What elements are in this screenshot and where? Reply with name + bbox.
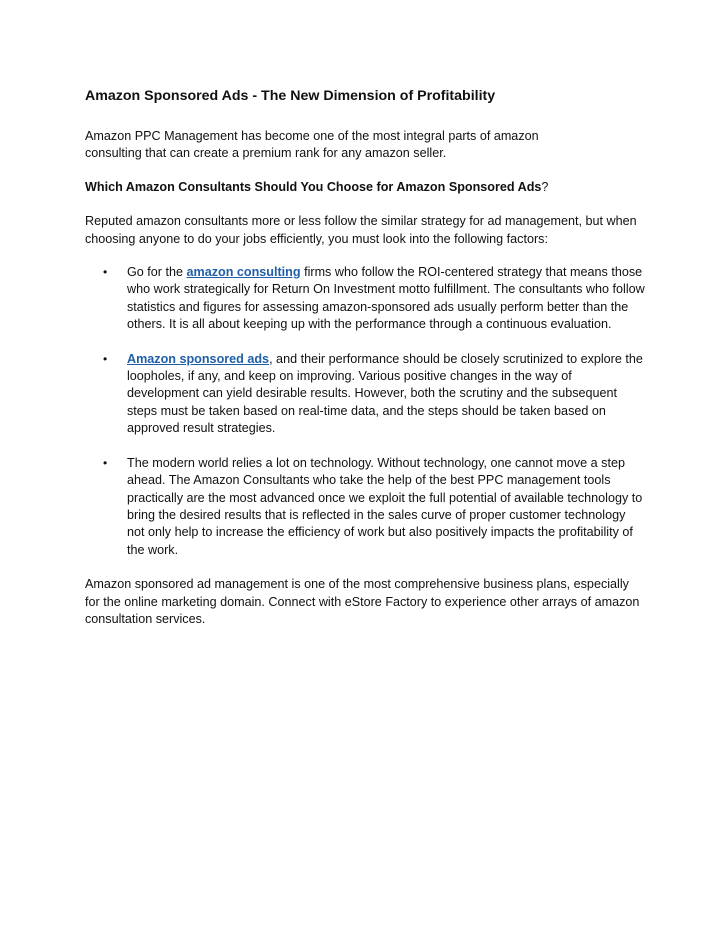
page-title: Amazon Sponsored Ads - The New Dimension of Profitability <box>85 88 496 104</box>
list-item <box>85 351 645 438</box>
list-item <box>85 264 645 334</box>
list-item-text-before: Go for the <box>127 265 187 280</box>
lead-paragraph: Reputed amazon consultants more or less follow the similar strategy for ad management, but when choosing anyone to do your jobs efficiently, you must look into the following factors: <box>85 214 637 246</box>
closing-paragraph: Amazon sponsored ad management is one of the most comprehensive business plans, especially for the online marketing domain. Connect with eStore Factory to experience other arrays of amazon consultation services. <box>85 577 640 626</box>
section-subheading <box>85 179 645 196</box>
intro-line-1: Amazon PPC Management has become one of the most integral parts of amazon <box>85 129 539 143</box>
amazon-sponsored-ads-link[interactable]: Amazon sponsored ads <box>127 351 270 366</box>
bullet-icon: • <box>103 265 108 280</box>
bullet-icon: • <box>103 351 108 366</box>
subheading-text: Which Amazon Consultants Should You Choose for Amazon Sponsored Ads <box>85 179 542 194</box>
amazon-consulting-link[interactable]: amazon consulting <box>186 265 301 280</box>
document-body <box>85 86 645 644</box>
list-item-text-after: , and their performance should be closely scrutinized to explore the loopholes, if any, and keep on improving. Various positive changes in the way of development can yield desirable results. However, both the scrutiny and the subsequent steps must be taken based on real-time data, and the steps should be taken based on approved result strategies. <box>127 351 643 436</box>
intro-paragraph <box>85 128 645 163</box>
factors-list <box>85 264 645 559</box>
subheading-question-mark: ? <box>541 179 549 194</box>
list-item <box>85 455 645 559</box>
list-item-text-after: firms who follow the ROI-centered strategy that means those who work strategically for Return On Investment motto fulfillment. The consultants who follow statistics and figures for assessing amazon-sponsored ads usually perform better than the others. It is all about keeping up with the performance through a continuous evaluation. <box>127 265 645 332</box>
intro-line-2: consulting that can create a premium rank for any amazon seller. <box>85 146 447 161</box>
list-item-text: The modern world relies a lot on technology. Without technology, one cannot move a step ahead. The Amazon Consultants who take the help of the best PPC management tools practically are the most advanced once we exploit the full potential of available technology to bring the desired results that is reflected in the sales curve of proper customer technology not only help to increase the efficiency of work but also positively impacts the profitability of the work. <box>127 455 643 557</box>
bullet-icon: • <box>103 455 108 470</box>
